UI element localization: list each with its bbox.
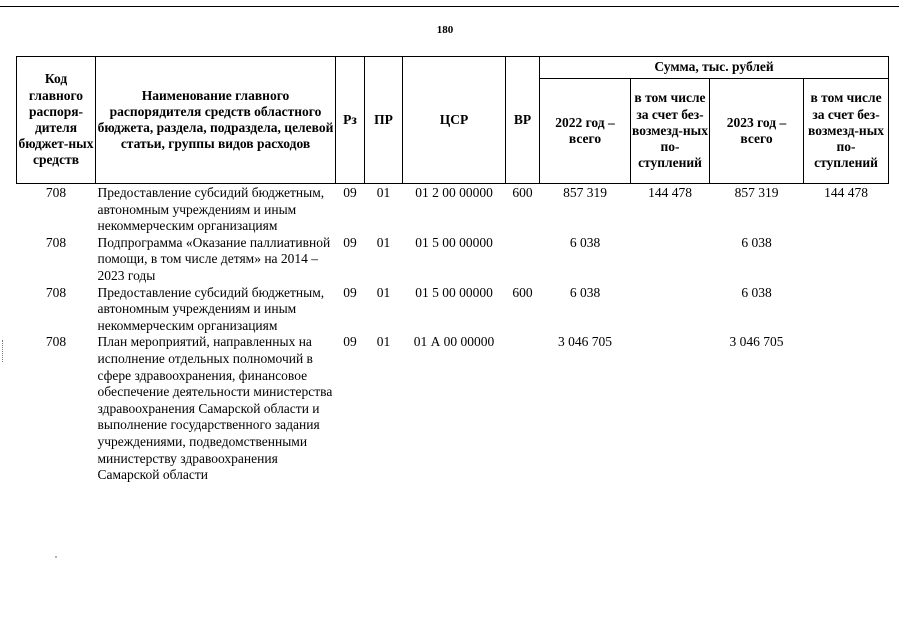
cell-2022-total: 6 038 <box>569 234 601 250</box>
cell-code: 708 <box>45 234 67 250</box>
cell-code: 708 <box>45 334 67 350</box>
cell-2023-total: 857 319 <box>734 185 779 200</box>
table-body <box>17 184 889 484</box>
cell-vr: 600 <box>512 185 533 200</box>
cell-pr: 01 <box>376 185 391 200</box>
cell-vr <box>506 235 540 285</box>
cell-csr: 01 5 00 00000 <box>415 234 493 250</box>
header-code: Код главного распоря-дителя бюджет-ных средств <box>17 57 96 184</box>
header-vr: ВР <box>506 57 540 184</box>
cell-csr: 01 5 00 00000 <box>415 284 493 300</box>
header-name: Наименование главного распорядителя средств областного бюджета, раздела, подраздела, целевой статьи, группы видов расходов <box>96 57 336 184</box>
cell-2022-total: 3 046 705 <box>558 334 612 350</box>
page-number: 180 <box>436 24 454 36</box>
cell-2022-free: 144 478 <box>648 185 692 200</box>
header-sum: Сумма, тыс. рублей <box>540 57 889 79</box>
cell-csr: 01 2 00 00000 <box>415 185 493 200</box>
header-2023-total: 2023 год – всего <box>710 79 804 184</box>
cell-2023-total: 6 038 <box>741 234 772 250</box>
cell-csr: 01 А 00 00000 <box>413 334 495 350</box>
margin-mark <box>2 340 4 362</box>
cell-pr: 01 <box>376 334 391 350</box>
cell-rz: 09 <box>343 334 357 350</box>
cell-2023-free: 144 478 <box>824 185 868 200</box>
header-pr: ПР <box>365 57 403 184</box>
cell-2022-total: 857 319 <box>563 185 607 200</box>
cell-pr: 01 <box>376 234 391 250</box>
cell-2023-free <box>804 334 889 483</box>
cell-vr <box>506 334 540 483</box>
cell-rz: 09 <box>343 234 357 250</box>
table-header <box>17 57 889 184</box>
table-row <box>17 334 889 483</box>
cell-vr: 600 <box>512 284 533 300</box>
header-2022-total: 2022 год – всего <box>540 79 631 184</box>
table-row <box>17 184 889 235</box>
table-row <box>17 235 889 285</box>
cell-name: Подпрограмма «Оказание паллиативной помощи, в том числе детям» на 2014 – 2023 годы <box>97 234 331 283</box>
cell-code: 708 <box>45 185 67 200</box>
header-rz: Рз <box>336 57 365 184</box>
cell-name: Предоставление субсидий бюджетным, автономным учреждениям и иным некоммерческим организациям <box>97 185 325 234</box>
cell-name: План мероприятий, направленных на исполнение отдельных полномочий в сфере здравоохранения, финансовое обеспечение деятельности министерства здравоохранения Самарской области и выполнение государственного задания учреждениями, подведомственными министерству здравоохранения Самарской области <box>97 334 333 483</box>
cell-2022-free <box>631 285 710 335</box>
cell-2022-free <box>631 334 710 483</box>
cell-name: Предоставление субсидий бюджетным, автономным учреждениям и иным некоммерческим организациям <box>97 284 325 333</box>
header-2022-free: в том числе за счет без-возмезд-ных по-ступлений <box>631 79 710 184</box>
cell-pr: 01 <box>376 284 391 300</box>
cell-2022-total: 6 038 <box>569 284 601 300</box>
cell-2023-total: 3 046 705 <box>729 334 784 350</box>
cell-2022-free <box>631 235 710 285</box>
header-2023-free: в том числе за счет без-возмезд-ных по-ступлений <box>804 79 889 184</box>
cell-2023-total: 6 038 <box>741 284 772 300</box>
top-rule <box>0 6 899 7</box>
cell-2023-free <box>804 235 889 285</box>
cell-rz: 09 <box>343 185 357 200</box>
cell-rz: 09 <box>343 284 357 300</box>
cell-2023-free <box>804 285 889 335</box>
scan-speck <box>55 556 57 558</box>
cell-code: 708 <box>45 284 67 300</box>
budget-table <box>16 56 889 484</box>
header-csr: ЦСР <box>403 57 506 184</box>
table-row <box>17 285 889 335</box>
